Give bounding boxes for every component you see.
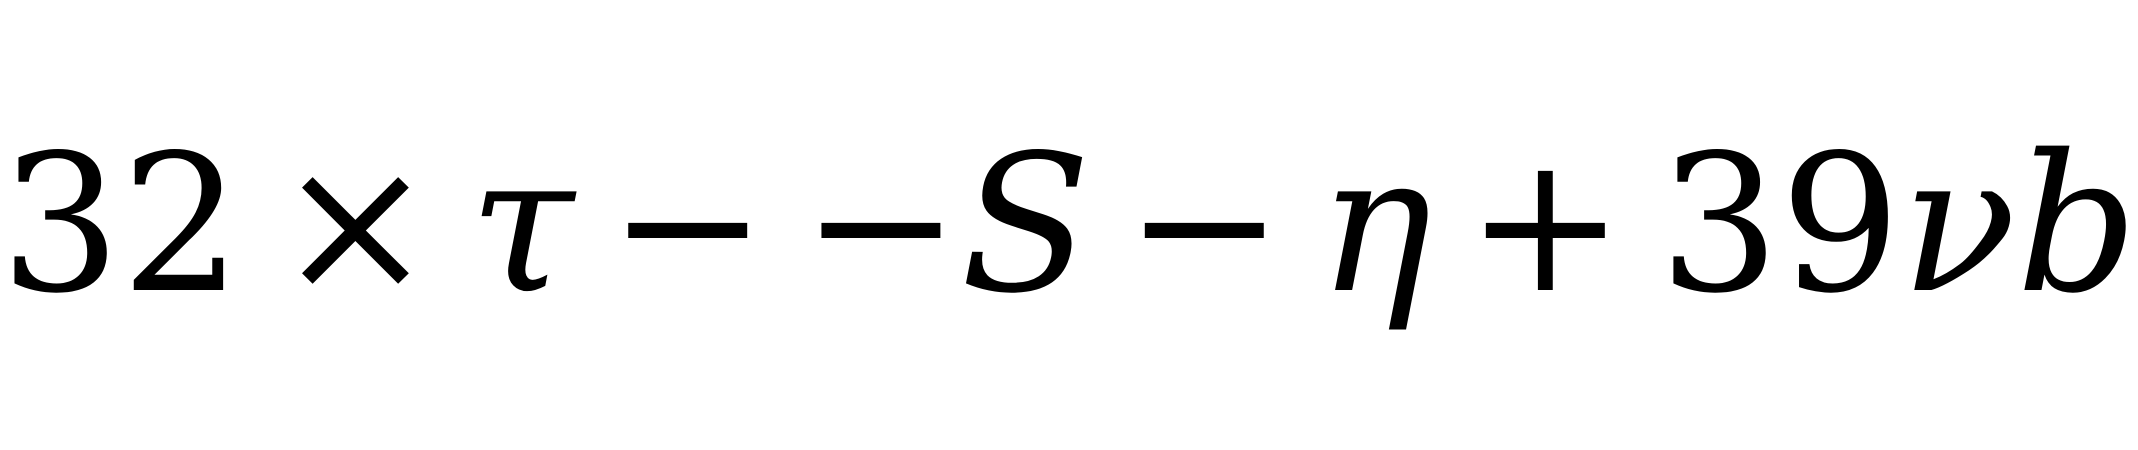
number-39: 39: [1658, 114, 1901, 335]
variable-S: S: [960, 114, 1091, 335]
plus-operator: +: [1465, 114, 1625, 335]
number-32: 32: [0, 114, 242, 335]
minus-operator-3: −: [1124, 114, 1284, 335]
variable-nu: ν: [1900, 114, 2017, 335]
minus-operator-2: −: [801, 114, 961, 335]
times-operator: ×: [275, 114, 435, 335]
variable-b: b: [2016, 114, 2138, 335]
variable-tau: τ: [468, 114, 575, 335]
variable-eta: η: [1317, 114, 1432, 335]
minus-operator-1: −: [608, 114, 768, 335]
